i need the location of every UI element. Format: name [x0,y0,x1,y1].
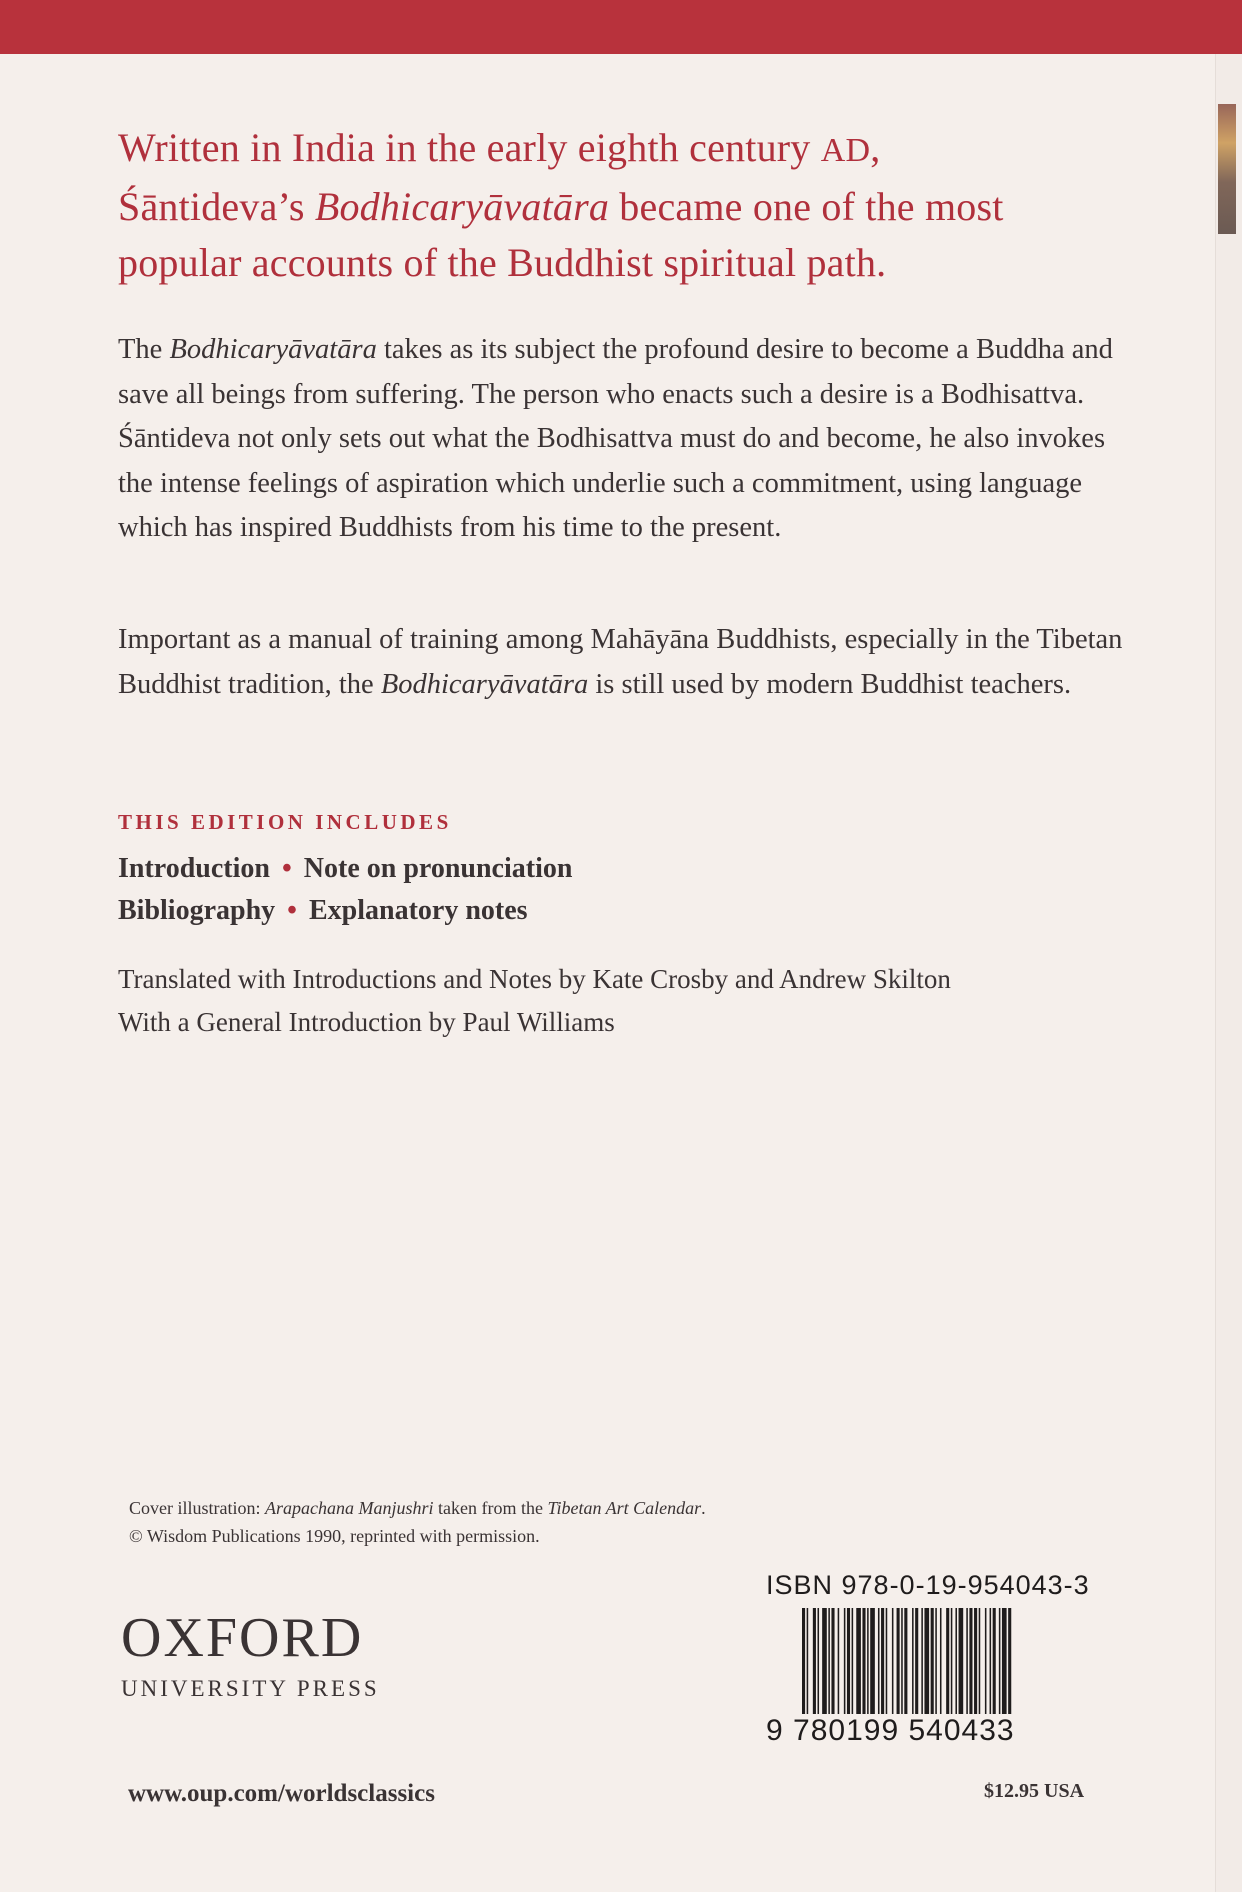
barcode-bar [818,1608,820,1720]
barcode-bar [886,1608,888,1720]
publisher-logo [121,1608,380,1702]
lede-comma: , [870,125,881,170]
top-red-band [0,0,1242,54]
lede-paragraph [118,120,1128,291]
barcode-bar [838,1608,840,1720]
barcode-bar [807,1608,809,1720]
barcode-bar [931,1608,934,1720]
barcode-bar [993,1608,996,1720]
publisher-subtitle: UNIVERSITY PRESS [121,1676,380,1701]
credits-introduction: With a General Introduction by Paul Williams [118,1007,615,1037]
lede-line1: Written in India in the early eighth century [118,125,821,170]
barcode-bar [969,1608,972,1720]
barcode-digits: 9 780199 540433 [766,1714,1094,1748]
barcode-bar [904,1608,907,1720]
credits-translators: Translated with Introductions and Notes by Kate Crosby and Andrew Skilton [118,964,951,994]
barcode-bar [852,1608,854,1720]
barcode-bar [847,1608,850,1720]
barcode-bar [822,1608,827,1720]
lede-era: AD [820,132,871,169]
cover-note-lead: Cover illustration: [129,1498,265,1518]
bullet-icon: • [287,895,297,926]
barcode-bar [935,1608,937,1720]
barcode-bar [856,1608,861,1720]
p2-lead: Important as a manual of training among Mahāyāna Buddhists, especially in the Tibetan Buddhist tradition, the [118,624,1123,700]
isbn-label: ISBN 978-0-19-954043-3 [766,1570,1090,1600]
barcode-bar [870,1608,875,1720]
barcode-bars [802,1608,1092,1720]
barcode-bar [985,1608,987,1720]
barcode-bar [828,1608,830,1720]
price-label: $12.95 USA [984,1780,1085,1802]
barcode-bar [959,1608,964,1720]
barcode-bar [915,1608,918,1720]
barcode-bar [921,1608,923,1720]
p2-rest: is still used by modern Buddhist teachers. [588,668,1072,700]
barcode-bar [912,1608,914,1720]
lede-title: Bodhicaryāvatāra [314,184,610,229]
p1-title: Bodhicaryāvatāra [169,334,377,365]
edition-item-introduction: Introduction [118,853,270,884]
website-url: www.oup.com/worldsclassics [128,1780,435,1807]
p1-rest: takes as its subject the profound desire to become a Buddha and save all beings from suffering. The person who enacts such a desire is a Bodhisattva. Śāntideva not only sets out what the Bodhisattva must do and become, he also invokes the intense feelings of aspiration which underlie such a commitment, using language which has inspired Buddhists from his time to the present. [118,334,1113,543]
barcode-bar [990,1608,992,1720]
back-cover-text [118,120,1128,1037]
cover-note-mid: taken from the [433,1498,548,1518]
lede-line2-end: became one of the most [609,184,1004,229]
barcode [766,1608,1094,1748]
barcode-bar [955,1608,957,1720]
bullet-icon: • [281,853,292,884]
barcode-bar [802,1608,805,1720]
cover-edge [1215,54,1242,1892]
edition-list-row-1 [118,853,572,885]
barcode-bar [974,1608,977,1720]
barcode-bar [881,1608,884,1720]
barcode-bar [831,1608,834,1720]
barcode-bar [813,1608,816,1720]
barcode-bar [897,1608,900,1720]
edition-item-notes: Explanatory notes [308,895,528,926]
barcode-bar [878,1608,880,1720]
barcode-bar [951,1608,953,1720]
barcode-bar [999,1608,1001,1720]
barcode-bar [892,1608,894,1720]
cover-note-source: Tibetan Art Calendar [547,1498,702,1518]
cover-art-strip [1218,104,1236,234]
edition-item-pronunciation: Note on pronunciation [303,853,573,884]
description-paragraph-2 [118,618,1128,707]
p2-title: Bodhicaryāvatāra [380,668,589,700]
cover-note-copyright: © Wisdom Publications 1990, reprinted with permission. [129,1526,540,1546]
barcode-bar [844,1608,846,1720]
description-paragraph-1 [118,328,1128,551]
edition-item-bibliography: Bibliography [118,895,276,926]
barcode-bar [979,1608,981,1720]
barcode-bar [901,1608,903,1720]
lede-line3: popular accounts of the Buddhist spiritual path. [118,240,887,285]
barcode-bar [862,1608,865,1720]
publisher-name: OXFORD [121,1607,364,1669]
p1-lead: The [118,334,170,365]
barcode-bar [946,1608,949,1720]
barcode-bar [966,1608,968,1720]
lede-author: Śāntideva’s [118,184,315,229]
cover-note-artwork: Arapachana Manjushri [264,1498,434,1518]
cover-illustration-credit [129,1494,706,1550]
edition-heading: THIS EDITION INCLUDES [118,810,452,834]
barcode-bar [924,1608,929,1720]
edition-list-row-2 [118,895,528,927]
barcode-bar [940,1608,942,1720]
barcode-bar [1008,1608,1011,1720]
cover-note-end: . [701,1498,706,1518]
barcode-bar [1002,1608,1007,1720]
credits [118,958,951,1044]
barcode-bar [867,1608,869,1720]
